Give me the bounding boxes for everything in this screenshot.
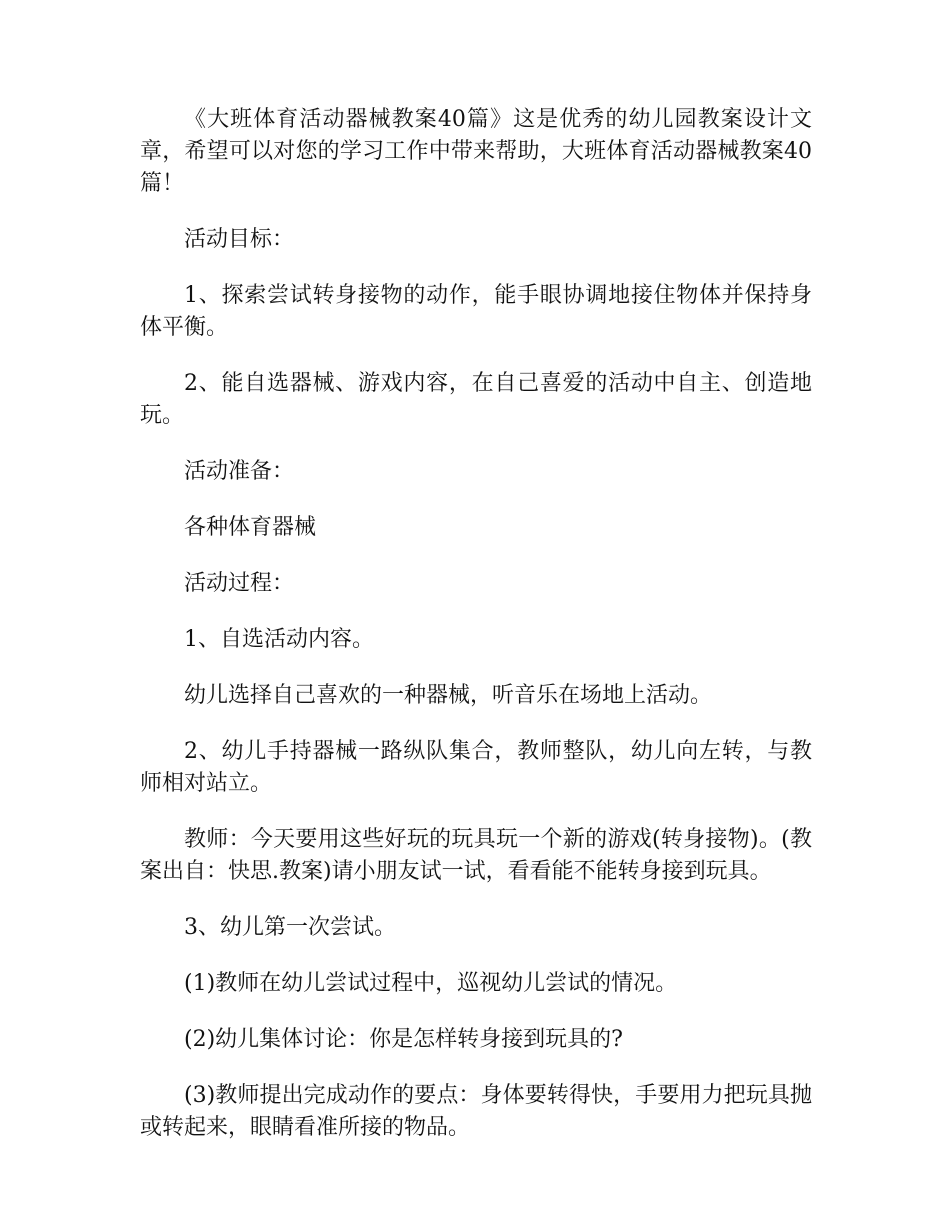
document-body — [140, 104, 812, 1168]
process-step-1-detail: 幼儿选择自己喜欢的一种器械，听音乐在场地上活动。 — [184, 683, 713, 708]
heading-activity-preparation: 活动准备： — [184, 459, 295, 484]
intro-paragraph: 《大班体育活动器械教案40篇》这是优秀的幼儿园教案设计文章，希望可以对您的学习工作中带来帮助，大班体育活动器械教案40篇！ — [140, 107, 812, 196]
process-step-3: 3、幼儿第一次尝试。 — [184, 915, 396, 940]
process-step-3-sub-1: (1)教师在幼儿尝试过程中，巡视幼儿尝试的情况。 — [184, 971, 678, 996]
goal-item-2: 2、能自选器械、游戏内容，在自己喜爱的活动中自主、创造地玩。 — [140, 371, 812, 428]
goal-item-1: 1、探索尝试转身接物的动作，能手眼协调地接住物体并保持身体平衡。 — [140, 283, 812, 340]
teacher-instruction: 教师：今天要用这些好玩的玩具玩一个新的游戏(转身接物)。(教案出自：快思.教案)请小朋友试一试，看看能不能转身接到玩具。 — [140, 827, 812, 884]
heading-activity-process: 活动过程： — [184, 571, 295, 596]
heading-activity-goals: 活动目标： — [184, 227, 295, 252]
process-step-3-sub-3: (3)教师提出完成动作的要点：身体要转得快，手要用力把玩具抛或转起来，眼睛看准所接的物品。 — [140, 1083, 812, 1140]
process-step-1: 1、自选活动内容。 — [184, 627, 374, 652]
preparation-text: 各种体育器械 — [184, 515, 317, 540]
process-step-2: 2、幼儿手持器械一路纵队集合，教师整队，幼儿向左转，与教师相对站立。 — [140, 739, 812, 796]
process-step-3-sub-2: (2)幼儿集体讨论：你是怎样转身接到玩具的? — [184, 1027, 623, 1052]
